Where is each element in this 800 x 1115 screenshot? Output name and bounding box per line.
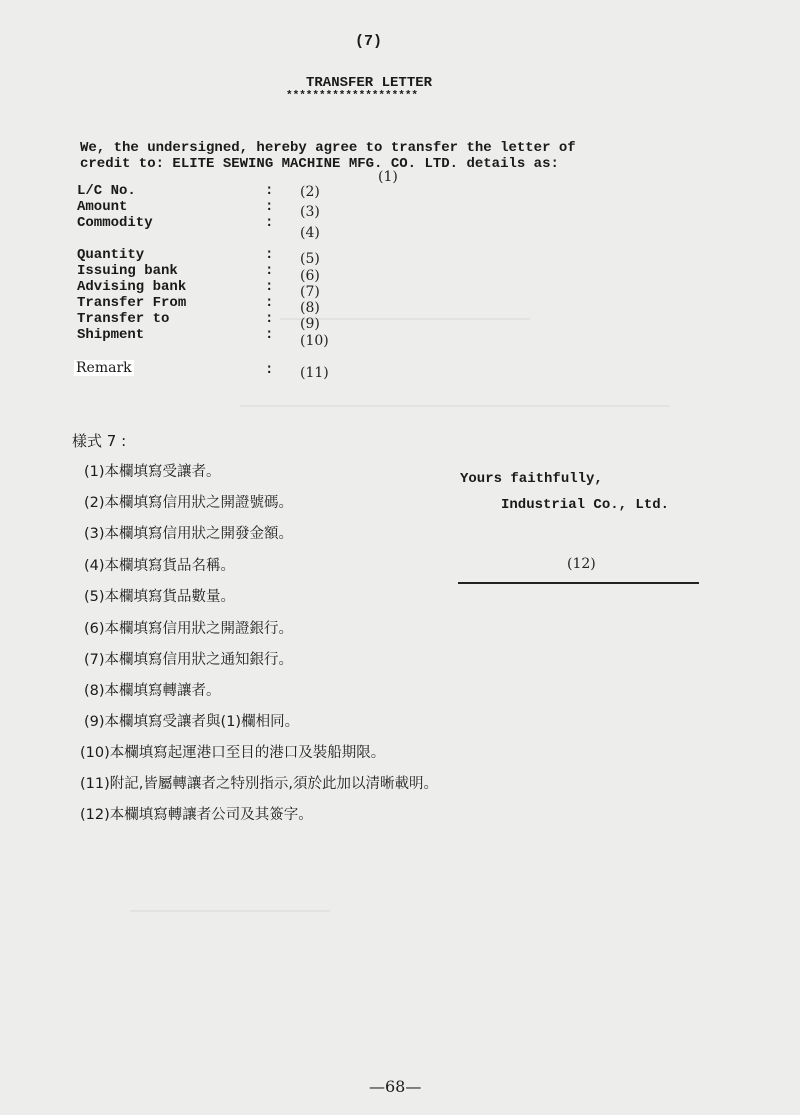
- colon: :: [265, 311, 274, 327]
- signature-line: [458, 582, 699, 584]
- field-quantity: Quantity: [77, 247, 145, 263]
- colon: :: [265, 183, 274, 199]
- colon: :: [265, 279, 274, 295]
- marker-12: (12): [567, 556, 596, 572]
- marker-4: (4): [300, 225, 320, 241]
- colon: :: [265, 327, 274, 343]
- note-item: (7)本欄填寫信用狀之通知銀行。: [84, 652, 294, 668]
- colon: :: [265, 247, 274, 263]
- bleed-through-line: [240, 405, 670, 407]
- bleed-through-line: [130, 910, 330, 912]
- note-item: (9)本欄填寫受讓者與(1)欄相同。: [84, 714, 300, 730]
- colon: :: [265, 295, 274, 311]
- note-item: (2)本欄填寫信用狀之開證號碼。: [84, 495, 294, 511]
- note-item: (10)本欄填寫起運港口至目的港口及裝船期限。: [80, 745, 386, 761]
- note-item: (3)本欄填寫信用狀之開發金額。: [84, 526, 294, 542]
- marker-10: (10): [300, 333, 329, 349]
- colon: :: [265, 215, 274, 231]
- marker-7: (7): [300, 284, 320, 300]
- marker-11: (11): [300, 365, 329, 381]
- closing-yours-faithfully: Yours faithfully,: [460, 471, 603, 487]
- note-item: (5)本欄填寫貨品數量。: [84, 589, 236, 605]
- field-advising-bank: Advising bank: [77, 279, 187, 295]
- note-item: (11)附記,皆屬轉讓者之特別指示,須於此加以清晰載明。: [80, 776, 438, 792]
- intro-line-1: We, the undersigned, hereby agree to transfer the letter of: [80, 140, 576, 156]
- marker-2: (2): [300, 184, 320, 200]
- marker-6: (6): [300, 268, 320, 284]
- colon: :: [265, 362, 274, 378]
- note-item: (1)本欄填寫受讓者。: [84, 464, 221, 480]
- document-title: TRANSFER LETTER: [306, 75, 433, 91]
- field-lc-no: L/C No.: [77, 183, 136, 199]
- marker-9: (9): [300, 316, 320, 332]
- marker-5: (5): [300, 251, 320, 267]
- title-underline: ********************: [286, 90, 419, 102]
- field-shipment: Shipment: [77, 327, 145, 343]
- colon: :: [265, 199, 274, 215]
- notes-heading: 樣式 7 :: [72, 432, 127, 450]
- note-item: (6)本欄填寫信用狀之開證銀行。: [84, 621, 294, 637]
- intro-line-2: credit to: ELITE SEWING MACHINE MFG. CO. LTD. details as:: [80, 156, 559, 172]
- colon: :: [265, 263, 274, 279]
- note-item: (4)本欄填寫貨品名稱。: [84, 558, 236, 574]
- marker-3: (3): [300, 204, 320, 220]
- field-transfer-from: Transfer From: [77, 295, 187, 311]
- page-footer-number: —68—: [369, 1077, 422, 1096]
- field-transfer-to: Transfer to: [77, 311, 170, 327]
- field-commodity: Commodity: [77, 215, 153, 231]
- note-item: (8)本欄填寫轉讓者。: [84, 683, 221, 699]
- page-number-header: (7): [355, 33, 383, 50]
- field-issuing-bank: Issuing bank: [77, 263, 178, 279]
- closing-company: Industrial Co., Ltd.: [501, 497, 670, 513]
- marker-8: (8): [300, 300, 320, 316]
- field-amount: Amount: [77, 199, 128, 215]
- note-item: (12)本欄填寫轉讓者公司及其簽字。: [80, 807, 313, 823]
- marker-1: (1): [378, 169, 398, 185]
- field-remark: Remark: [76, 360, 132, 376]
